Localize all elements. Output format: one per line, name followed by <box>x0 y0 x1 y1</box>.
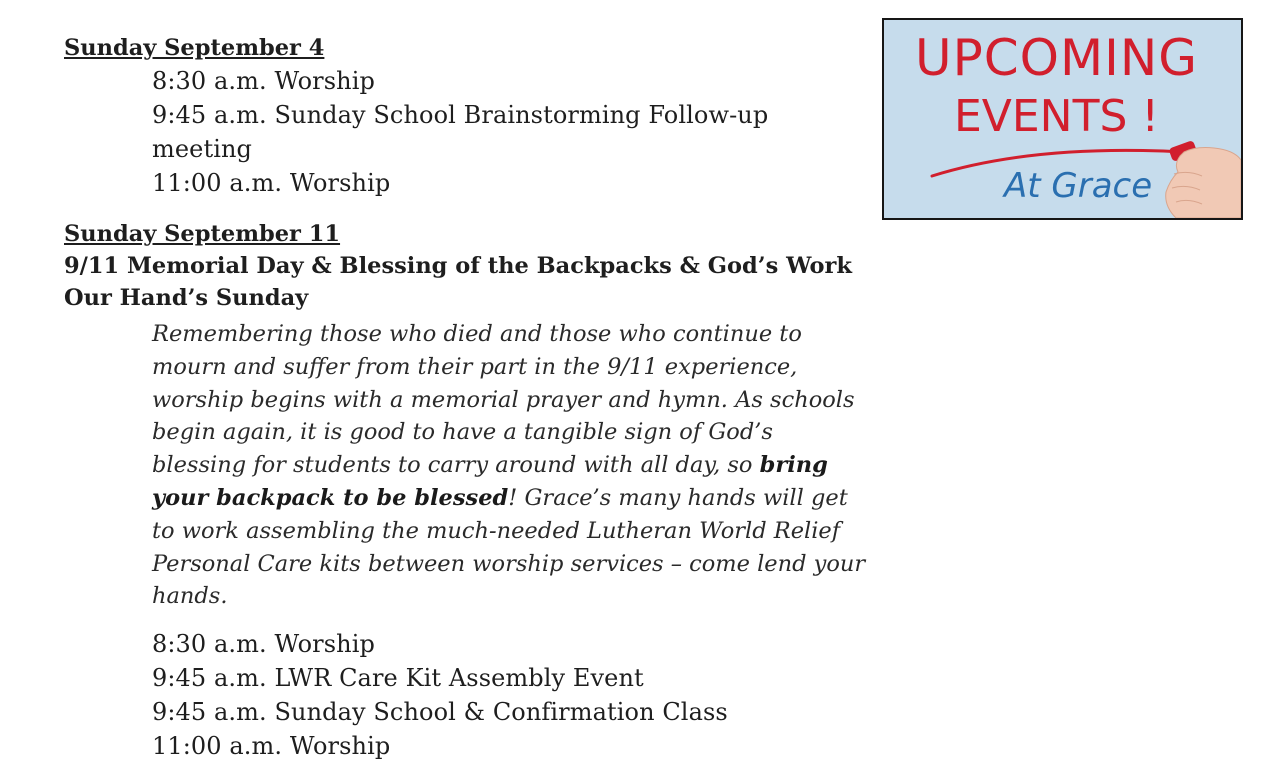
hand-holding-marker-icon <box>1166 140 1241 218</box>
section-september-11 <box>64 218 874 763</box>
upcoming-events-banner <box>882 18 1243 220</box>
schedule-item: 9:45 a.m. LWR Care Kit Assembly Event <box>152 664 644 693</box>
section-september-4 <box>64 32 874 200</box>
schedule-item: 8:30 a.m. Worship <box>152 67 375 95</box>
event-title: 9/11 Memorial Day & Blessing of the Backpacks & God’s Work <box>64 253 852 279</box>
event-description <box>152 318 872 613</box>
description-emphasis: bring your backpack to be blessed <box>152 452 828 511</box>
date-heading: Sunday September 4 <box>64 35 325 61</box>
date-heading: Sunday September 11 <box>64 221 341 247</box>
schedule-item: 11:00 a.m. Worship <box>152 732 391 761</box>
banner-subtitle: At Grace <box>1004 166 1153 206</box>
schedule-item: 9:45 a.m. Sunday School & Confirmation Class <box>152 698 728 727</box>
banner-headline-upcoming: UPCOMING <box>914 29 1199 87</box>
events-document <box>64 32 874 763</box>
schedule-list <box>64 627 874 763</box>
schedule-item: 11:00 a.m. Worship <box>152 169 391 197</box>
schedule-item: 9:45 a.m. Sunday School Brainstorming Follow-up meeting <box>152 101 769 163</box>
schedule-list <box>64 64 874 200</box>
description-text-end: ! Grace’s many hands will get to work assembling the much-needed Lutheran World Relief Personal Care kits between worship services – come lend your hands. <box>152 484 866 610</box>
schedule-item: 8:30 a.m. Worship <box>152 630 375 659</box>
banner-headline-events: EVENTS ! <box>953 91 1160 142</box>
event-title-continued: Our Hand’s Sunday <box>64 285 309 311</box>
description-text: Remembering those who died and those who continue to mourn and suffer from their part in the 9/11 experience, worship begins with a memorial prayer and hymn. As schools begin again, it is good to have a tangible sign of God’s blessing for students to carry around with all day, so <box>152 321 855 479</box>
